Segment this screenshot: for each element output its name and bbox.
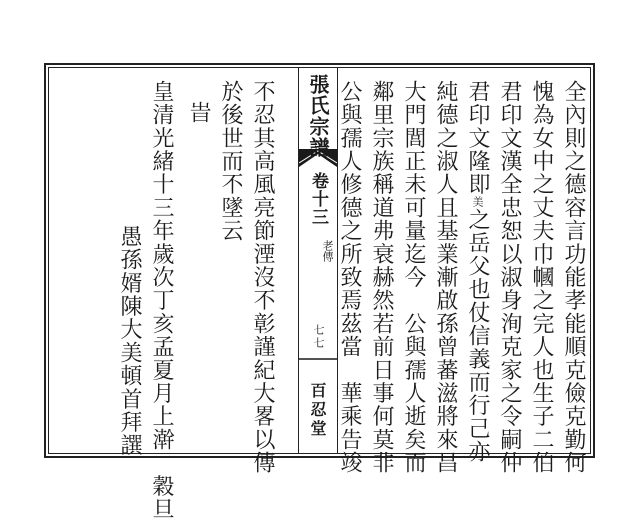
text-column-r4 bbox=[466, 80, 488, 463]
text-column-r4-main: 君印文隆即 bbox=[465, 80, 490, 196]
hall-name: 百忍堂 bbox=[308, 382, 327, 439]
text-column-r2: 愧為女中之丈夫巾幗之完人也生子二伯 bbox=[529, 80, 554, 475]
text-column-l1: 不忍其高風亮節湮沒不彰謹紀大畧以傳 bbox=[250, 80, 275, 475]
text-column-r1: 全內則之德容言功能孝能順克儉克勤何 bbox=[561, 80, 586, 475]
volume-label: 卷十三 bbox=[308, 172, 328, 226]
text-column-l3: 旹 bbox=[186, 101, 211, 125]
fish-tail-mark-lower bbox=[299, 357, 337, 375]
text-column-r8: 公與孺人修德之所致焉茲當 華乘告竣 bbox=[337, 80, 362, 475]
text-column-l4: 皇清光緒十三年歲次丁亥孟夏月上澣 穀旦 bbox=[149, 80, 174, 521]
text-column-r4-rest: 之岳父也仗信義而行己亦 bbox=[465, 208, 490, 464]
section-label: 老傳 bbox=[321, 240, 334, 262]
text-column-l5: 愚孫婿陳大美頓首拜譔 bbox=[117, 225, 142, 457]
book-title: 張氏宗譜 bbox=[306, 74, 330, 158]
inline-note: 美 bbox=[471, 196, 484, 209]
text-column-l2: 於後世而不墜云 bbox=[218, 80, 243, 243]
text-column-r3: 君印文漢全忠恕以淑身洵克家之令嗣仲 bbox=[497, 80, 522, 475]
page-number: 七七 bbox=[312, 324, 325, 350]
text-column-r5: 純德之淑人且基業漸啟孫曾蕃滋將來昌 bbox=[433, 80, 458, 475]
text-column-r6: 大門閭正未可量迄今 公與孺人逝矣而 bbox=[401, 80, 426, 475]
text-column-r7: 鄰里宗族稱道弗衰赫然若前日事何莫非 bbox=[369, 80, 394, 475]
